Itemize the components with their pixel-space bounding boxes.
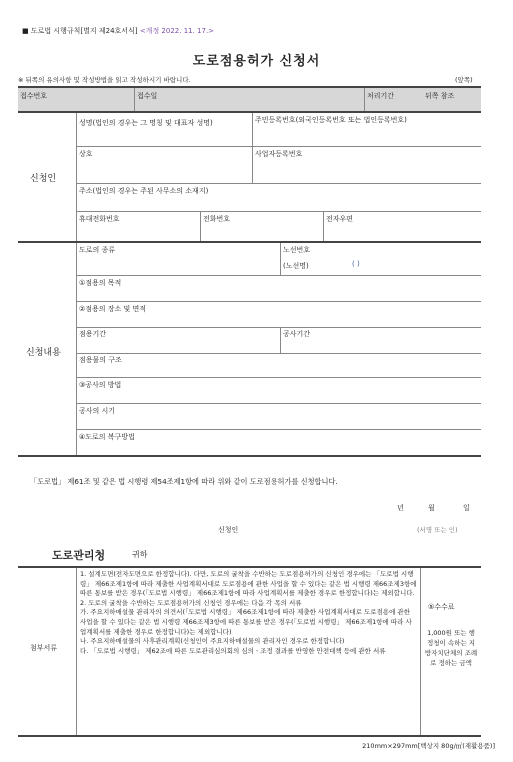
address-field[interactable]: 주소(법인의 경우는 주된 사무소의 소재지): [79, 187, 209, 195]
row-line: [76, 275, 481, 276]
processing-period-label: 처리기간: [367, 92, 395, 100]
section-border: [18, 455, 481, 457]
section-border: [18, 241, 481, 243]
date-month: 월: [428, 504, 435, 512]
receipt-no-label: 접수번호: [20, 92, 48, 100]
divider: [252, 113, 253, 183]
attachments-list: 1. 설계도면(전자도면으로 한정합니다). 다만, 도로의 굴착을 수반하는 도로점용허가의 신청인 경우에는 「도로법 시행령」 제66조제1항에 따라 제출한 사업계획서대로 도로점용에 관한 사업을 할 수 있다는 같은 법 시행령 제66조제3항에 따른 통보를 받은 경우(「도로법 시행령」 제66조제1항에 따라 사업계획서를 제출한 경우로 한정합니다)는 제외합니다. 2. 도로의 굴착을 수반하는 도로점용허가의 신청인 경우에는 다음 각 목의 서류 가. 주요지하매설물 관리자의 의견서(「도로법 시행령」 제66조제1항에 따라 제출한 사업계획서대로 도로점용에 관한 사업을 할 수 있다는 같은 법 시행령 제66조제3항에 따른 통보를 받은 경우(「도로법 시행령」 제66조제1항에 따라 사업계획서를 제출한 경우로 한정합니다)는 제외합니다) 나. 주요지하매설물의 사후관리계획(신청인이 주요지하매설물의 관리자인 경우로 한정합니다) 다. 「도로법 시행령」 제62조에 따른 도로관리심의회의 심의ㆍ조정 결과를 반영한 안전대책 등에 관한 서류: [80, 570, 417, 655]
fee-label: ⑤수수료: [428, 603, 455, 611]
construction-period-field[interactable]: 공사기간: [283, 330, 311, 338]
construction-method-field[interactable]: ③공사의 방법: [79, 381, 122, 389]
purpose-field[interactable]: ①점용의 목적: [79, 279, 122, 287]
form-reference: [22, 26, 214, 36]
signature-hint[interactable]: (서명 또는 인): [417, 526, 458, 534]
recipient-name: 도로관리청: [52, 549, 106, 562]
location-area-field[interactable]: ②점용의 장소 및 면적: [79, 305, 147, 313]
receipt-date-label: 접수일: [137, 92, 158, 100]
divider: [323, 211, 324, 241]
attachments-top-border: [18, 566, 481, 568]
row-line: [76, 211, 481, 212]
row-line: [76, 146, 481, 147]
divider: [76, 568, 77, 735]
divider: [280, 243, 281, 275]
attachments-bottom-border: [18, 735, 481, 737]
route-number-label: 노선번호: [283, 246, 311, 254]
section-divider: [76, 113, 77, 241]
divider: [280, 327, 281, 353]
row-line: [76, 327, 481, 328]
business-registration-field[interactable]: 사업자등록번호: [255, 150, 303, 158]
construction-timing-field[interactable]: 공사의 시기: [79, 407, 116, 415]
route-name-input[interactable]: ( ): [352, 260, 360, 268]
email-field[interactable]: 전자우편: [326, 215, 354, 223]
declaration-text: 「도로법」 제61조 및 같은 법 시행령 제54조제1항에 따라 위와 같이 도로점용허가를 신청합니다.: [30, 477, 338, 486]
section-border: [18, 111, 481, 113]
road-type-field[interactable]: 도로의 종류: [79, 246, 116, 254]
divider: [420, 568, 421, 735]
trade-name-field[interactable]: 상호: [79, 150, 93, 158]
applicant-section-label: 신청인: [30, 174, 57, 184]
divider: [364, 88, 365, 111]
page-title: 도로점용허가 신청서: [192, 54, 321, 69]
row-line: [76, 429, 481, 430]
route-name-label: (노선명): [283, 262, 309, 270]
processing-period-value: 뒤쪽 참조: [425, 92, 455, 100]
mobile-field[interactable]: 휴대전화번호: [79, 215, 120, 223]
date-year: 년: [397, 504, 404, 512]
row-line: [76, 403, 481, 404]
page-side-label: (앞쪽): [455, 76, 473, 84]
phone-field[interactable]: 전화번호: [203, 215, 231, 223]
notice-text: ※ 뒤쪽의 유의사항 및 작성방법을 읽고 작성하시기 바랍니다.: [18, 76, 191, 84]
signature-label: 신청인: [218, 526, 239, 534]
occupancy-period-field[interactable]: 점용기간: [79, 330, 107, 338]
paper-spec: 210mm×297mm[백상지 80g/㎡(재활용품)]: [362, 742, 495, 750]
registration-number-field[interactable]: 주민등록번호(외국인등록번호 또는 법인등록번호): [255, 116, 407, 124]
date-day: 일: [463, 504, 470, 512]
attachments-label: 첨부서류: [30, 644, 58, 652]
fee-text: 1,000원 또는 행정청이 속하는 지방자치단체의 조례로 정하는 금액: [424, 629, 478, 667]
recipient-suffix: 귀하: [132, 550, 148, 559]
form-ref-text: ■ 도로법 시행규칙[별지 제24호서식]: [22, 27, 138, 35]
row-line: [76, 183, 481, 184]
applicant-name-field[interactable]: 성명(법인의 경우는 그 명칭 및 대표자 성명): [79, 119, 213, 127]
revision-date: <개정 2022. 11. 17.>: [139, 27, 215, 35]
content-section-label: 신청내용: [26, 348, 61, 358]
receipt-row: [18, 88, 481, 111]
structure-field[interactable]: 점용물의 구조: [79, 356, 122, 364]
row-line: [76, 353, 481, 354]
row-line: [76, 377, 481, 378]
row-line: [76, 301, 481, 302]
divider: [134, 88, 135, 111]
divider: [200, 211, 201, 241]
restoration-method-field[interactable]: ④도로의 복구방법: [79, 433, 135, 441]
